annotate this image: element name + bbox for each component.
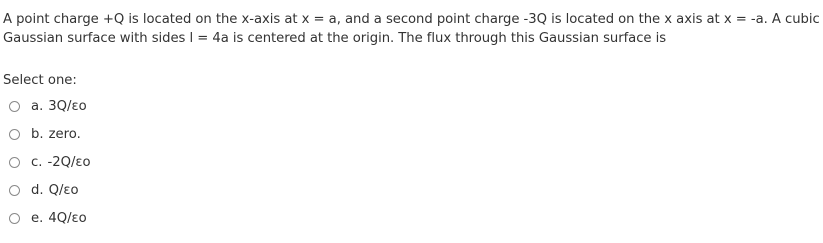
answer-text: 3Q/εo [48, 98, 87, 114]
answer-option-d[interactable] [9, 176, 91, 204]
answer-letter: a. [31, 98, 44, 114]
answer-options [9, 92, 91, 232]
radio-button-icon[interactable] [9, 185, 20, 196]
select-one-label: Select one: [3, 73, 77, 88]
answer-letter: e. [31, 210, 44, 226]
answer-text: -2Q/εo [47, 154, 91, 170]
answer-letter: d. [31, 182, 44, 198]
answer-option-b[interactable] [9, 120, 91, 148]
question-line-1: A point charge +Q is located on the x-axis at x = a, and a second point charge -3Q is located on the x axis at x = -a. A cubic [3, 12, 820, 27]
answer-text: 4Q/εo [48, 210, 87, 226]
answer-letter: b. [31, 126, 44, 142]
radio-button-icon[interactable] [9, 157, 20, 168]
radio-button-icon[interactable] [9, 213, 20, 224]
answer-letter: c. [31, 154, 43, 170]
answer-option-c[interactable] [9, 148, 91, 176]
question-line-2: Gaussian surface with sides l = 4a is centered at the origin. The flux through this Gaussian surface is [3, 31, 667, 46]
answer-option-e[interactable] [9, 204, 91, 232]
radio-button-icon[interactable] [9, 129, 20, 140]
question-text [3, 10, 819, 48]
answer-text: zero. [48, 126, 81, 142]
answer-option-a[interactable] [9, 92, 91, 120]
answer-text: Q/εo [48, 182, 79, 198]
radio-button-icon[interactable] [9, 101, 20, 112]
